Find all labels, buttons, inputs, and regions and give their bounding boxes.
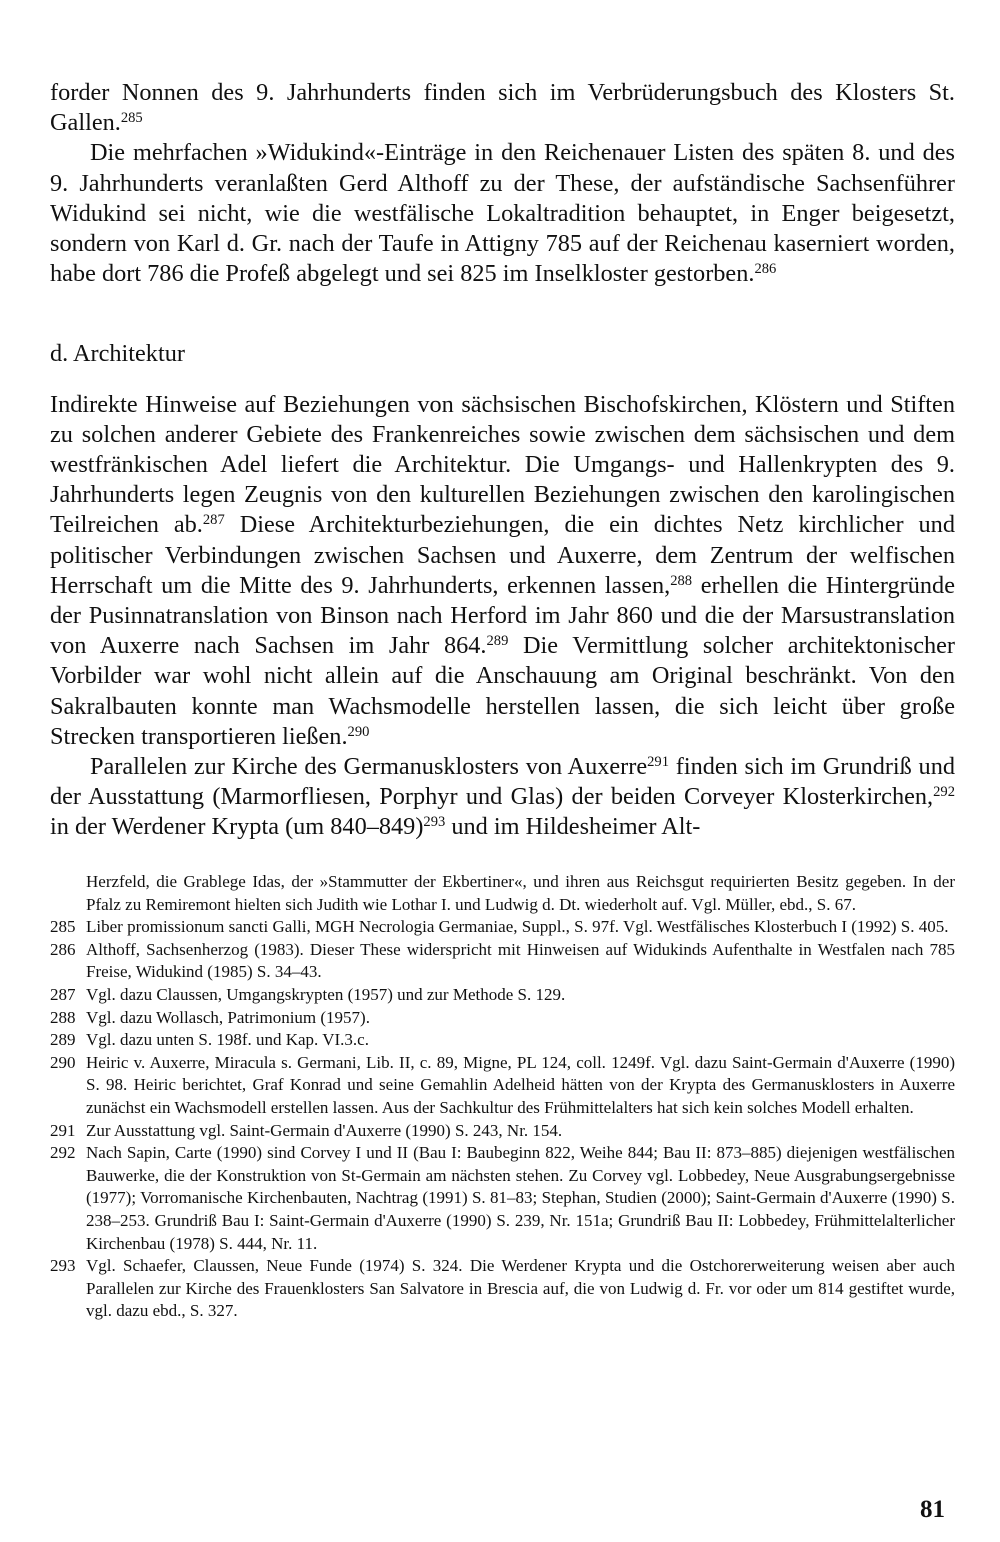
- footnote-ref-285[interactable]: 285: [120, 110, 143, 127]
- footnote-text: Liber promissionum sancti Galli, MGH Necrologia Germaniae, Suppl., S. 97f. Vgl. Westfälisches Klosterbuch I (1992) S. 405.: [86, 917, 949, 937]
- paragraph-text: und im Hildesheimer Alt-: [445, 813, 701, 841]
- footnote-number: 288: [50, 1007, 76, 1027]
- footnote-number: 285: [50, 917, 76, 937]
- footnote-text: Heiric v. Auxerre, Miracula s. Germani, Lib. II, c. 89, Migne, PL 124, coll. 1249f. Vgl. dazu Saint-Germain d'Auxerre (1990) S. 98. Heiric berichtet, Graf Konrad und seine Gemahlin Adelheid hätten von der Krypta des Germanusklosters in Auxerre zunächst ein Wachsmodell erstellen lassen. Aus der Sachkultur des Frühmittelalters hat sich kein solches Modell erhalten.: [86, 1052, 955, 1117]
- footnote-number: 287: [50, 984, 76, 1004]
- footnote-number: 292: [50, 1143, 76, 1163]
- footnotes-section: [50, 871, 955, 1323]
- footnote-text: Zur Ausstattung vgl. Saint-Germain d'Auxerre (1990) S. 243, Nr. 154.: [86, 1120, 563, 1140]
- footnote-ref-288[interactable]: 288: [670, 572, 693, 589]
- paragraph-text: finden sich im Grundriß und der Ausstattung (Marmorfliesen, Porphyr und Glas) der beiden Corveyer Klosterkirchen,: [50, 753, 956, 811]
- footnote-291: [50, 1120, 955, 1143]
- footnote-289: [50, 1029, 955, 1052]
- footnote-287: [50, 984, 955, 1007]
- footnote-ref-291[interactable]: 291: [647, 754, 670, 771]
- footnote-number: 291: [50, 1120, 76, 1140]
- footnote-288: [50, 1007, 955, 1030]
- footnote-285: [50, 916, 955, 939]
- footnote-ref-293[interactable]: 293: [423, 814, 446, 831]
- footnote-text: Vgl. Schaefer, Claussen, Neue Funde (1974) S. 324. Die Werdener Krypta und die Ostchorerweiterung weisen aber auch Parallelen zur Kirche des Frauenklosters San Salvatore in Brescia auf, die von Ludwig d. Fr. vor oder um 814 gestiftet wurde, vgl. dazu ebd., S. 327.: [86, 1256, 955, 1321]
- paragraph-1: [50, 78, 955, 138]
- footnote-number: 293: [50, 1256, 76, 1276]
- footnote-text: Althoff, Sachsenherzog (1983). Dieser These widerspricht mit Hinweisen auf Widukinds Aufenthalte in Westfalen nach 785 Freise, Widukind (1985) S. 34–43.: [86, 939, 955, 982]
- footnote-number: 289: [50, 1030, 76, 1050]
- paragraph-text: in der Werdener Krypta (um 840–849): [50, 813, 424, 841]
- footnote-text: Vgl. dazu unten S. 198f. und Kap. VI.3.c.: [86, 1030, 369, 1050]
- footnote-number: 286: [50, 939, 76, 959]
- footnote-text: Vgl. dazu Wollasch, Patrimonium (1957).: [86, 1007, 370, 1027]
- footnote-ref-286[interactable]: 286: [754, 261, 777, 278]
- footnote-ref-290[interactable]: 290: [347, 723, 370, 740]
- section-heading: d. Architektur: [50, 340, 185, 368]
- footnote-292: [50, 1142, 955, 1255]
- main-text: [50, 78, 955, 843]
- footnote-293: [50, 1255, 955, 1323]
- footnote-ref-289[interactable]: 289: [486, 633, 509, 650]
- footnote-text: Vgl. dazu Claussen, Umgangskrypten (1957) und zur Methode S. 129.: [86, 984, 566, 1004]
- footnote-text: Nach Sapin, Carte (1990) sind Corvey I und II (Bau I: Baubeginn 822, Weihe 844; Bau II: 873–885) diejenigen westfälischen Bauwerke, die der Konstruktion von St-Germain am nächsten stehen. Zu Corvey vgl. Lobbedey, Neue Ausgrabungsergebnisse (1977); Vorromanische Kirchenbauten, Nachtrag (1991) S. 81–83; Stephan, Studien (2000); Saint-Germain d'Auxerre (1990) S. 238–253. Grundriß Bau I: Saint-Germain d'Auxerre (1990) S. 239, Nr. 151a; Grundriß Bau II: Lobbedey, Frühmittelalterlicher Kirchenbau (1978) S. 444, Nr. 11.: [86, 1143, 955, 1253]
- footnote-286: [50, 939, 955, 984]
- paragraph-text: Die Vermittlung solcher architektonischer Vorbilder war wohl nicht allein auf die Anschauung am Original beschränkt. Von den Sakralbauten konnte man Wachsmodelle herstellen lassen, die sich leicht über große Strecken transportieren ließen.: [50, 632, 955, 750]
- paragraph-2: [50, 138, 955, 289]
- footnote-290: [50, 1052, 955, 1120]
- footnote-continuation: Herzfeld, die Grablege Idas, der »Stammutter der Ekbertiner«, und ihren aus Reichsgut requirierten Besitz gegeben. In der Pfalz zu Remiremont hielten sich Judith wie Lothar I. und Ludwig d. Dt. wiederholt auf. Vgl. Müller, ebd., S. 67.: [86, 872, 955, 914]
- paragraph-text: forder Nonnen des 9. Jahrhunderts finden sich im Verbrüderungsbuch des Klosters St. Gallen.: [50, 79, 955, 137]
- page-number: 81: [920, 1496, 945, 1523]
- paragraph-text: erhellen die Hintergründe der Pusinnatranslation von Binson nach Herford im Jahr 860 und die der Marsustranslation von Auxerre nach Sachsen im Jahr 864.: [50, 571, 955, 660]
- paragraph-3: [50, 390, 955, 752]
- paragraph-text: Diese Architekturbeziehungen, die ein dichtes Netz kirchlicher und politischer Verbindungen zwischen Sachsen und Auxerre, dem Zentrum der welfischen Herrschaft um die Mitte des 9. Jahrhunderts, erkennen lassen,: [50, 511, 955, 599]
- paragraph-4: [50, 752, 955, 843]
- paragraph-text: Indirekte Hinweise auf Beziehungen von sächsischen Bischofskirchen, Klöstern und Stiften zu solchen anderer Gebiete des Frankenreiches sowie zwischen dem sächsischen und dem westfränkischen Adel liefert die Architektur. Die Umgangs- und Hallenkrypten des 9. Jahrhunderts legen Zeugnis von den kulturellen Beziehungen zwischen den karolingischen Teilreichen ab.: [50, 390, 955, 539]
- paragraph-text: Parallelen zur Kirche des Germanusklosters von Auxerre: [90, 753, 648, 781]
- footnote-number: 290: [50, 1052, 76, 1072]
- footnote-ref-287[interactable]: 287: [202, 512, 225, 529]
- footnote-ref-292[interactable]: 292: [933, 784, 955, 801]
- paragraph-text: Die mehrfachen »Widukind«-Einträge in den Reichenauer Listen des späten 8. und des 9. Jahrhunderts veranlaßten Gerd Althoff zu der These, der aufständische Sachsenführer Widukind sei nicht, wie die westfälische Lokaltradition behauptet, in Enger beigesetzt, sondern von Karl d. Gr. nach der Taufe in Attigny 785 auf der Reichenau kaserniert worden, habe dort 786 die Profeß abgelegt und sei 825 im Inselkloster gestorben.: [50, 139, 955, 288]
